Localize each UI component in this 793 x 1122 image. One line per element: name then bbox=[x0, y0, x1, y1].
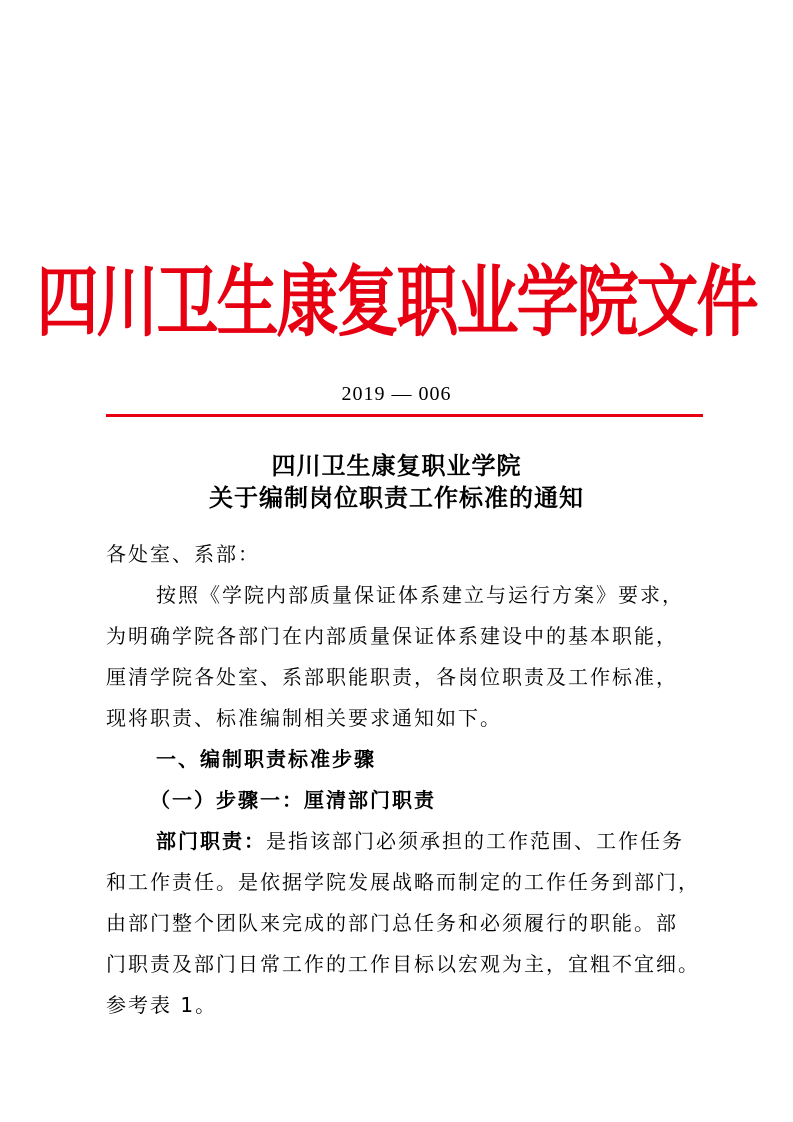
paragraph-2-line-1-text: 是指该部门必须承担的工作范围、工作任务 bbox=[266, 829, 684, 853]
subsection-heading-1: （一）步骤一：厘清部门职责 bbox=[150, 788, 436, 812]
paragraph-1-line-3: 厘清学院各处室、系部职能职责，各岗位职责及工作标准， bbox=[106, 665, 678, 689]
paragraph-1-line-4: 现将职责、标准编制相关要求通知如下。 bbox=[106, 706, 502, 730]
paragraph-2-line-4: 门职责及部门日常工作的工作目标以宏观为主，宜粗不宜细。 bbox=[106, 952, 700, 976]
paragraph-2-line-5: 参考表 1。 bbox=[106, 993, 218, 1017]
section-heading-1: 一、编制职责标准步骤 bbox=[156, 747, 376, 771]
paragraph-2-line-2: 和工作责任。是依据学院发展战略而制定的工作任务到部门， bbox=[106, 870, 700, 894]
red-divider bbox=[106, 414, 703, 417]
paragraph-1-line-1: 按照《学院内部质量保证体系建立与运行方案》要求， bbox=[156, 583, 684, 607]
notice-title-line-1: 四川卫生康复职业学院 bbox=[271, 452, 522, 480]
paragraph-1-line-2: 为明确学院各部门在内部质量保证体系建设中的基本职能， bbox=[106, 624, 678, 648]
department-duty-label: 部门职责： bbox=[156, 829, 266, 853]
paragraph-2-line-1 bbox=[156, 827, 684, 855]
paragraph-2-line-3: 由部门整个团队来完成的部门总任务和必须履行的职能。部 bbox=[106, 911, 678, 935]
document-number: 2019 — 006 bbox=[341, 383, 452, 405]
notice-title-line-2: 关于编制岗位职责工作标准的通知 bbox=[209, 484, 584, 512]
document-header-title: 四川卫生康复职业学院文件 bbox=[36, 256, 757, 348]
salutation: 各处室、系部： bbox=[106, 542, 260, 566]
